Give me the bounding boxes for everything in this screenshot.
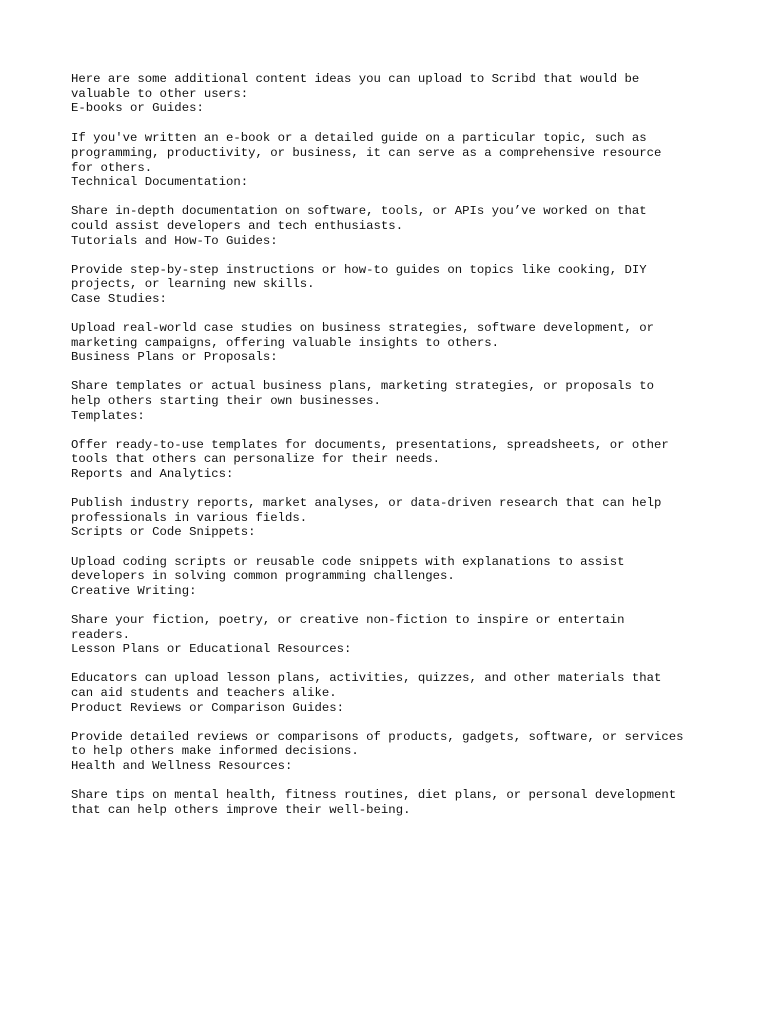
section-scripts bbox=[71, 525, 711, 583]
section-business-plans bbox=[71, 350, 711, 408]
section-body: Educators can upload lesson plans, activities, quizzes, and other materials that can aid students and teachers alike. bbox=[71, 671, 662, 700]
section-heading: Creative Writing: bbox=[71, 583, 197, 598]
section-lesson-plans bbox=[71, 642, 711, 700]
section-reports bbox=[71, 467, 711, 525]
section-heading: Scripts or Code Snippets: bbox=[71, 525, 256, 540]
section-body: Publish industry reports, market analyses, or data-driven research that can help professionals in various fields. bbox=[71, 496, 662, 525]
section-body: Upload coding scripts or reusable code snippets with explanations to assist developers in solving common programming challenges. bbox=[71, 554, 625, 584]
section-body: Share templates or actual business plans, marketing strategies, or proposals to help others starting their own businesses. bbox=[71, 379, 654, 409]
section-heading: Health and Wellness Resources: bbox=[71, 758, 293, 773]
section-body: Share your fiction, poetry, or creative non-fiction to inspire or entertain readers. bbox=[71, 612, 625, 642]
section-body: Upload real-world case studies on business strategies, software development, or marketing campaigns, offering valuable insights to others. bbox=[71, 321, 654, 350]
section-tutorials bbox=[71, 234, 711, 292]
section-body: Provide step-by-step instructions or how-to guides on topics like cooking, DIY projects, or learning new skills. bbox=[71, 262, 647, 292]
section-templates bbox=[71, 409, 711, 467]
section-product-reviews bbox=[71, 701, 711, 759]
section-heading: Reports and Analytics: bbox=[71, 467, 234, 482]
section-body: Share in-depth documentation on software, tools, or APIs you’ve worked on that could assist developers and tech enthusiasts. bbox=[71, 204, 647, 233]
document-page bbox=[71, 72, 711, 817]
section-heading: Templates: bbox=[71, 408, 145, 423]
section-body: Provide detailed reviews or comparisons of products, gadgets, software, or services to help others make informed decisions. bbox=[71, 729, 684, 759]
section-heading: Technical Documentation: bbox=[71, 175, 249, 190]
section-heading: Lesson Plans or Educational Resources: bbox=[71, 642, 352, 657]
section-case-studies bbox=[71, 292, 711, 350]
section-heading: Tutorials and How-To Guides: bbox=[71, 233, 278, 248]
section-heading: Product Reviews or Comparison Guides: bbox=[71, 700, 345, 715]
section-body: If you've written an e-book or a detailed guide on a particular topic, such as programming, productivity, or business, it can serve as a comprehensive resource for others. bbox=[71, 131, 662, 175]
section-body: Offer ready-to-use templates for documents, presentations, spreadsheets, or other tools that others can personalize for their needs. bbox=[71, 437, 669, 467]
section-heading: Business Plans or Proposals: bbox=[71, 350, 278, 365]
intro-paragraph: Here are some additional content ideas you can upload to Scribd that would be valuable to other users: bbox=[71, 72, 640, 101]
section-heading: Case Studies: bbox=[71, 291, 167, 306]
section-creative-writing bbox=[71, 584, 711, 642]
section-heading: E-books or Guides: bbox=[71, 101, 204, 116]
section-ebooks bbox=[71, 101, 711, 175]
section-technical-documentation bbox=[71, 175, 711, 233]
section-health-wellness bbox=[71, 759, 711, 817]
section-body: Share tips on mental health, fitness routines, diet plans, or personal development that can help others improve their well-being. bbox=[71, 788, 677, 817]
